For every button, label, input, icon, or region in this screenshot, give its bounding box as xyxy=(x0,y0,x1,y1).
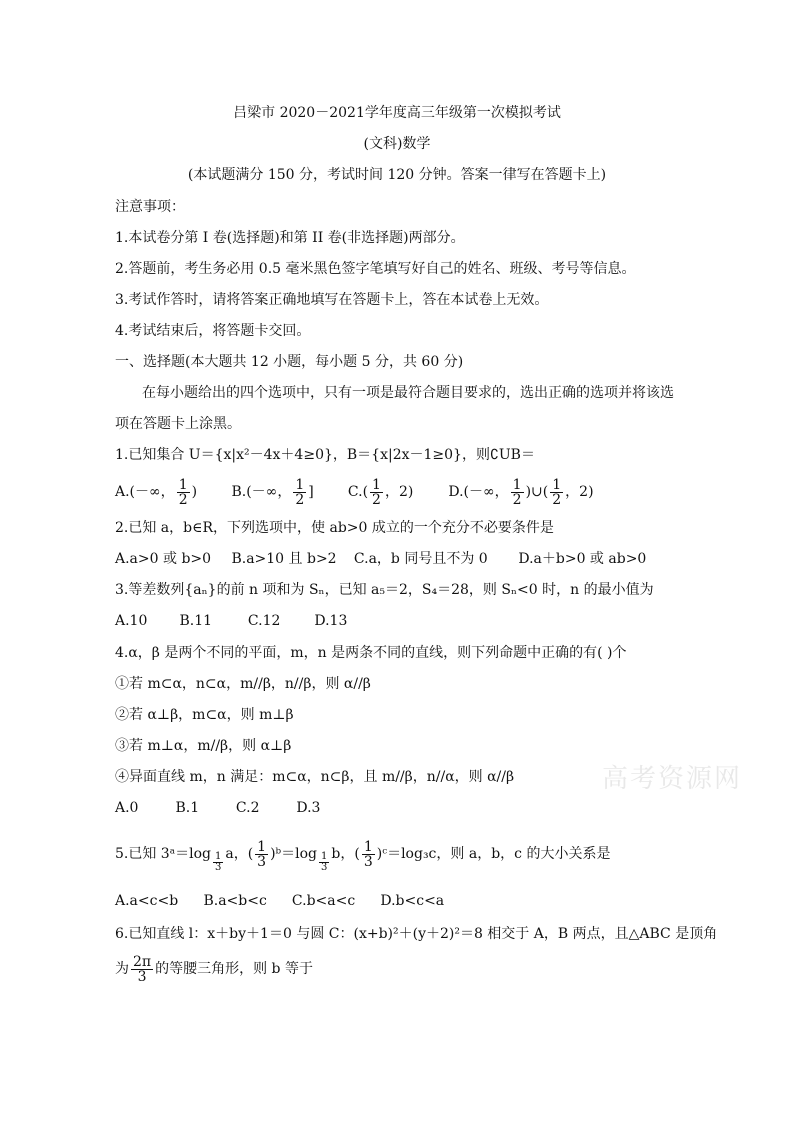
q1-option-c: C.( $\frac{1}{2}$ ，2) xyxy=(347,476,414,508)
exam-note: (本试题满分 150 分，考试时间 120 分钟。答案一律写在答题卡上) xyxy=(187,167,607,183)
fraction-two-pi-over-three: $\frac{2\pi}{3}$ xyxy=(133,953,152,985)
q4-prop: ②若 α⊥β，m⊂α，则 m⊥β xyxy=(115,707,294,723)
section-heading: 一、选择题(本大题共 12 小题，每小题 5 分，共 60 分) xyxy=(115,354,464,370)
fraction-half: $\frac{1}{2}$ xyxy=(512,476,522,508)
q2-stem: 2.已知 a，b∈R，下列选项中，使 ab>0 成立的一个充分不必要条件是 xyxy=(115,520,554,536)
q3-option-c: C.12 xyxy=(247,613,281,629)
q5-stem: 5.已知 3ᵃ＝log $\frac{1}{3}$ a，( $\frac{1}{3}$ )ᵇ＝log $\frac{1}{3}$ b，( $\frac{1}{3}$ )ᶜ＝log₃c，则 a，b，c 的大小关系是 xyxy=(115,838,611,873)
q4-option-d: D.3 xyxy=(296,800,321,816)
q4-option-c: C.2 xyxy=(235,800,260,816)
q6-stem: 6.已知直线 l：x＋by＋1＝0 与圆 C：(x+b)²＋(y＋2)²＝8 相交于 A，B 两点，且△ABC 是顶角 xyxy=(115,926,718,942)
fraction-third: $\frac{1}{3}$ xyxy=(363,838,373,870)
watermark: 高考资源网 xyxy=(602,764,743,794)
section-intro-cont: 项在答题卡上涂黑。 xyxy=(115,416,241,432)
q3-options xyxy=(115,611,347,631)
q3-option-a: A.10 xyxy=(115,613,148,629)
q3-option-d: D.13 xyxy=(314,613,348,629)
notice-item: 4.考试结束后，将答题卡交回。 xyxy=(115,323,311,339)
q5-options xyxy=(115,891,444,911)
q1-options xyxy=(115,476,594,508)
notice-item: 1.本试卷分第 I 卷(选择题)和第 II 卷(非选择题)两部分。 xyxy=(115,230,465,246)
q2-option-d: D.a＋b>0 或 ab>0 xyxy=(518,551,647,567)
q1-option-b: B.(－∞， $\frac{1}{2}$ ] xyxy=(231,476,314,508)
q4-prop: ④异面直线 m，n 满足：m⊂α，n⊂β，且 m//β，n//α，则 α//β xyxy=(115,769,515,785)
q5-option-a: A.a<c<b xyxy=(115,893,179,909)
section-intro: 在每小题给出的四个选项中，只有一项是最符合题目要求的，选出正确的选项并将该选 xyxy=(142,385,674,401)
q4-option-a: A.0 xyxy=(115,800,139,816)
fraction-half: $\frac{1}{2}$ xyxy=(295,476,305,508)
exam-subtitle: (文科)数学 xyxy=(363,136,431,152)
q3-stem: 3.等差数列{aₙ}的前 n 项和为 Sₙ，已知 a₅＝2，S₄＝28，则 Sₙ<0 时，n 的最小值为 xyxy=(115,582,654,598)
q1-option-a: A.(－∞， $\frac{1}{2}$ ) xyxy=(115,476,198,508)
q2-options xyxy=(115,549,646,569)
q4-prop: ①若 m⊂α，n⊂α，m//β，n//β，则 α//β xyxy=(115,676,371,692)
notice-item: 2.答题前，考生务必用 0.5 毫米黑色签字笔填写好自己的姓名、班级、考号等信息。 xyxy=(115,261,636,277)
q5-option-c: C.b<a<c xyxy=(291,893,356,909)
fraction-half: $\frac{1}{2}$ xyxy=(552,476,562,508)
log-base-third: $\frac{1}{3}$ xyxy=(214,851,222,873)
q3-option-b: B.11 xyxy=(179,613,213,629)
fraction-half: $\frac{1}{2}$ xyxy=(178,476,188,508)
q4-option-b: B.1 xyxy=(175,800,200,816)
notice-heading: 注意事项： xyxy=(115,199,185,215)
fraction-half: $\frac{1}{2}$ xyxy=(372,476,381,508)
q1-option-d: D.(－∞， $\frac{1}{2}$ )∪( $\frac{1}{2}$ ，2) xyxy=(448,476,594,508)
q2-option-a: A.a>0 或 b>0 xyxy=(115,551,212,567)
q4-prop: ③若 m⊥α，m//β，则 α⊥β xyxy=(115,738,292,754)
q4-stem: 4.α，β 是两个不同的平面，m，n 是两条不同的直线，则下列命题中正确的有( )个 xyxy=(115,645,627,661)
notice-item: 3.考试作答时，请将答案正确地填写在答题卡上，答在本试卷上无效。 xyxy=(115,292,549,308)
log-base-third: $\frac{1}{3}$ xyxy=(321,851,328,873)
fraction-third: $\frac{1}{3}$ xyxy=(257,838,267,870)
exam-title: 吕梁市 2020－2021学年度高三年级第一次模拟考试 xyxy=(233,105,561,121)
q2-option-b: B.a>10 且 b>2 xyxy=(231,551,337,567)
q4-options xyxy=(115,798,320,818)
q5-option-d: D.b<c<a xyxy=(380,893,445,909)
q2-option-c: C.a，b 同号且不为 0 xyxy=(353,551,488,567)
q6-stem-cont: 为 $\frac{2\pi}{3}$ 的等腰三角形，则 b 等于 xyxy=(115,953,313,985)
q1-stem: 1.已知集合 U＝{x|x²－4x＋4≥0}，B＝{x|2x－1≥0}，则∁UB＝ xyxy=(115,447,535,463)
q5-option-b: B.a<b<c xyxy=(203,893,267,909)
